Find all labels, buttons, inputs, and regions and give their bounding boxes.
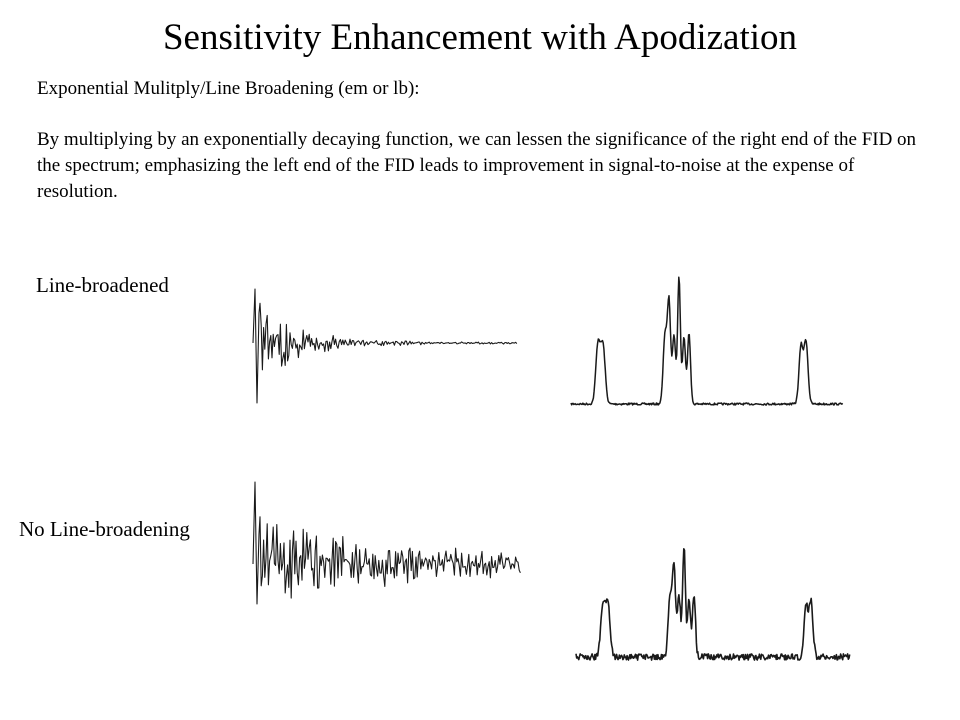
fid-line-broadened (245, 285, 525, 410)
fid-line-broadened-trace (253, 289, 517, 403)
body-paragraph: By multiplying by an exponentially decaying function, we can lessen the significance of the right end of the FID on the spectrum; emphasizing the left end of the FID leads to improvement in signal-to-noise at the expense of resolution. (37, 129, 917, 202)
spectrum-no-line-broadening (570, 515, 855, 675)
spectrum-no-line-broadening-trace (576, 549, 850, 660)
no-line-broadening-label: No Line-broadening (19, 517, 190, 541)
spectrum-line-broadened-trace (571, 277, 843, 405)
fid-no-line-broadening-trace (253, 482, 520, 604)
line-broadened-label: Line-broadened (36, 273, 169, 297)
spectrum-line-broadened (565, 262, 850, 412)
fid-no-line-broadening (245, 478, 525, 608)
slide-title: Sensitivity Enhancement with Apodization (162, 17, 798, 58)
subheading: Exponential Mulitply/Line Broadening (em or lb): (37, 78, 420, 99)
